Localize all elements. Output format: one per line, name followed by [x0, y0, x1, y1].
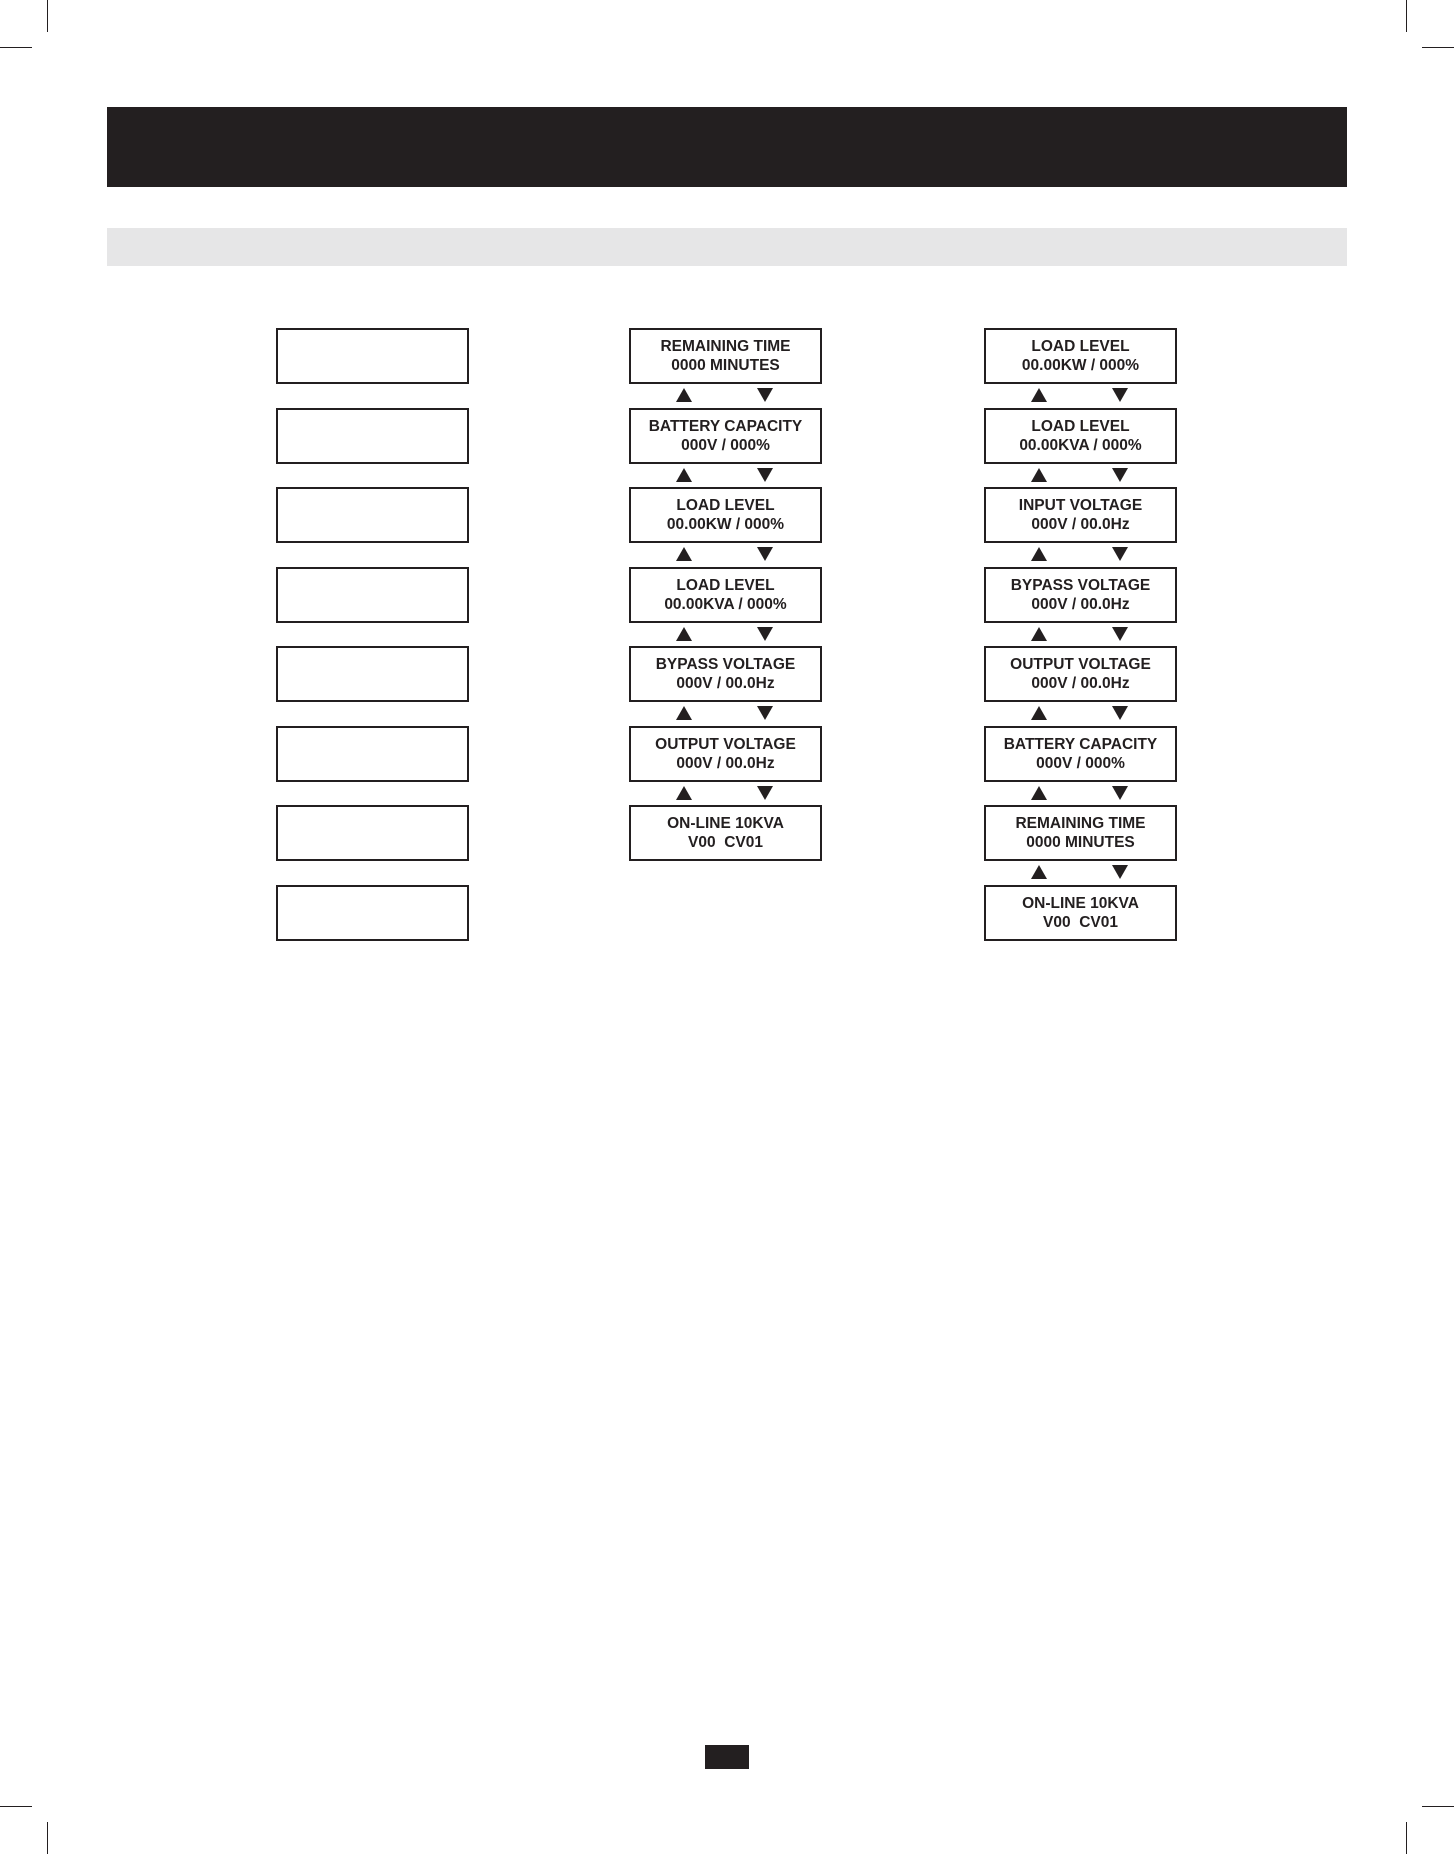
crop-mark	[1406, 0, 1407, 32]
blank-display-box	[276, 567, 469, 623]
blank-display-box	[276, 805, 469, 861]
down-triangle-icon	[757, 547, 773, 561]
down-triangle-icon	[757, 388, 773, 402]
screen-value: 000V / 00.0Hz	[1031, 516, 1130, 533]
lcd-screen	[629, 726, 822, 782]
screen-title: BATTERY CAPACITY	[1003, 736, 1158, 753]
screen-value: V00 CV01	[1043, 914, 1118, 931]
screen-value: 0000 MINUTES	[1026, 834, 1135, 851]
screen-value: V00 CV01	[688, 834, 763, 851]
lcd-screen	[629, 408, 822, 464]
crop-mark	[0, 47, 32, 48]
lcd-screen	[629, 487, 822, 543]
up-triangle-icon	[1031, 468, 1047, 482]
section-bar	[107, 228, 1347, 266]
screen-value: 000V / 000%	[681, 437, 770, 454]
lcd-screen	[984, 885, 1177, 941]
lcd-screen	[984, 408, 1177, 464]
up-triangle-icon	[1031, 786, 1047, 800]
screen-title: ON-LINE 10KVA	[1022, 895, 1139, 912]
down-triangle-icon	[757, 786, 773, 800]
screen-title: BYPASS VOLTAGE	[655, 656, 796, 673]
up-triangle-icon	[676, 786, 692, 800]
blank-display-box	[276, 408, 469, 464]
down-triangle-icon	[757, 627, 773, 641]
screen-title: LOAD LEVEL	[1031, 338, 1130, 355]
down-triangle-icon	[1112, 865, 1128, 879]
lcd-screen	[629, 328, 822, 384]
screen-title: OUTPUT VOLTAGE	[655, 736, 796, 753]
screen-value: 00.00KVA / 000%	[664, 596, 787, 613]
crop-mark	[47, 1822, 48, 1854]
screen-title: REMAINING TIME	[1015, 815, 1146, 832]
down-triangle-icon	[1112, 547, 1128, 561]
up-triangle-icon	[1031, 627, 1047, 641]
screen-value: 0000 MINUTES	[671, 357, 780, 374]
lcd-screen	[629, 805, 822, 861]
screen-value: 000V / 00.0Hz	[1031, 596, 1130, 613]
crop-mark	[47, 0, 48, 32]
blank-display-box	[276, 328, 469, 384]
lcd-screen	[984, 646, 1177, 702]
down-triangle-icon	[1112, 706, 1128, 720]
screen-value: 00.00KVA / 000%	[1019, 437, 1142, 454]
lcd-screen	[984, 487, 1177, 543]
screen-value: 00.00KW / 000%	[1021, 357, 1140, 374]
up-triangle-icon	[1031, 706, 1047, 720]
screen-title: LOAD LEVEL	[1031, 418, 1130, 435]
screen-title: LOAD LEVEL	[676, 497, 775, 514]
screen-title: REMAINING TIME	[660, 338, 791, 355]
lcd-screen	[984, 805, 1177, 861]
up-triangle-icon	[676, 706, 692, 720]
up-triangle-icon	[676, 388, 692, 402]
down-triangle-icon	[757, 706, 773, 720]
lcd-screen	[629, 567, 822, 623]
crop-mark	[1406, 1822, 1407, 1854]
screen-title: BYPASS VOLTAGE	[1010, 577, 1151, 594]
screen-title: ON-LINE 10KVA	[667, 815, 784, 832]
down-triangle-icon	[1112, 786, 1128, 800]
blank-display-box	[276, 726, 469, 782]
header-bar	[107, 107, 1347, 187]
crop-mark	[1422, 47, 1454, 48]
screen-value: 000V / 000%	[1036, 755, 1125, 772]
blank-display-box	[276, 646, 469, 702]
lcd-screen	[984, 328, 1177, 384]
screen-value: 000V / 00.0Hz	[676, 675, 775, 692]
down-triangle-icon	[757, 468, 773, 482]
up-triangle-icon	[1031, 388, 1047, 402]
lcd-screen	[984, 567, 1177, 623]
lcd-screen	[984, 726, 1177, 782]
screen-title: INPUT VOLTAGE	[1018, 497, 1143, 514]
screen-value: 00.00KW / 000%	[666, 516, 785, 533]
screen-value: 000V / 00.0Hz	[1031, 675, 1130, 692]
down-triangle-icon	[1112, 468, 1128, 482]
down-triangle-icon	[1112, 388, 1128, 402]
screen-title: BATTERY CAPACITY	[648, 418, 803, 435]
down-triangle-icon	[1112, 627, 1128, 641]
screen-value: 000V / 00.0Hz	[676, 755, 775, 772]
up-triangle-icon	[1031, 547, 1047, 561]
blank-display-box	[276, 487, 469, 543]
lcd-screen	[629, 646, 822, 702]
up-triangle-icon	[676, 547, 692, 561]
screen-title: OUTPUT VOLTAGE	[1010, 656, 1151, 673]
screen-title: LOAD LEVEL	[676, 577, 775, 594]
crop-mark	[1422, 1806, 1454, 1807]
up-triangle-icon	[676, 627, 692, 641]
page-number-tab	[705, 1745, 749, 1769]
up-triangle-icon	[676, 468, 692, 482]
crop-mark	[0, 1806, 32, 1807]
blank-display-box	[276, 885, 469, 941]
up-triangle-icon	[1031, 865, 1047, 879]
